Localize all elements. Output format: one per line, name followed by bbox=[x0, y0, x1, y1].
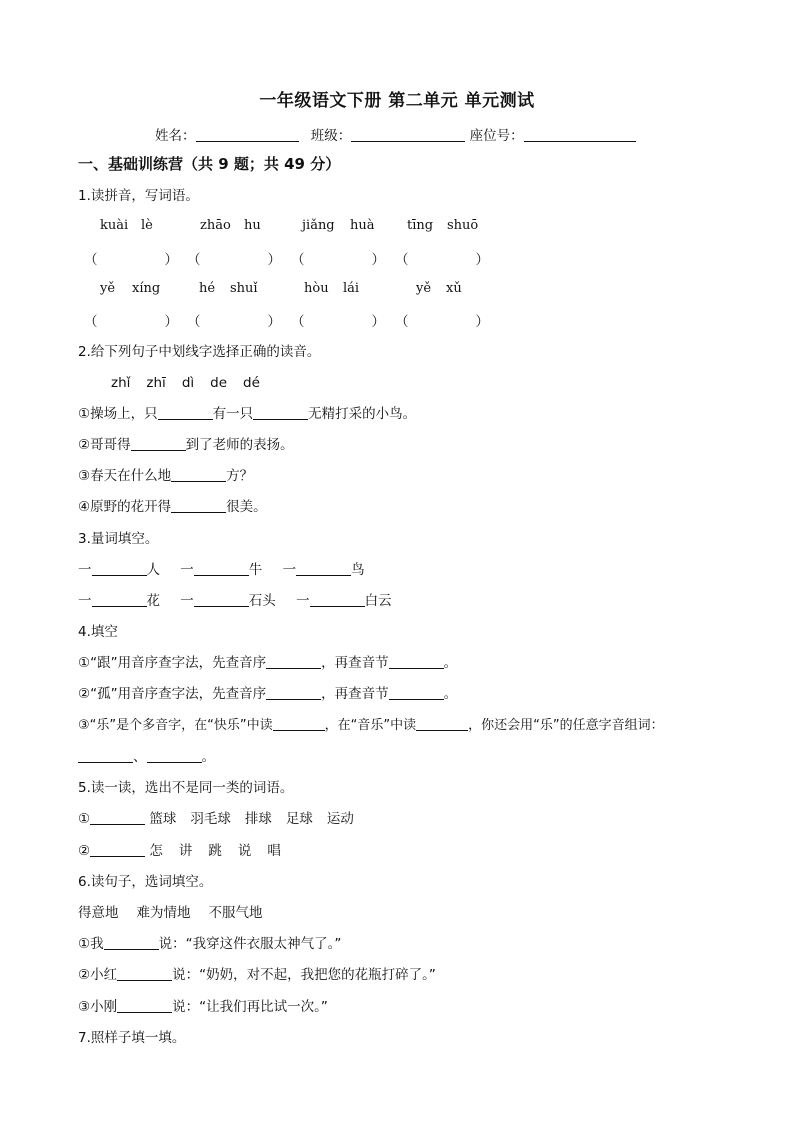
word: 跳 bbox=[208, 843, 222, 859]
fill-blank[interactable] bbox=[90, 810, 145, 825]
q3-row-2: 一 花 一 石头 一 白云 bbox=[78, 593, 392, 609]
question-2-prompt: 2.给下列句子中划线字选择正确的读音。 bbox=[78, 344, 321, 360]
name-label: 姓名： bbox=[155, 128, 196, 144]
word: 排球 bbox=[244, 811, 272, 827]
q4-sentence-1: ①“跟”用音序查字法，先查音序 ，再查音节 。 bbox=[78, 655, 458, 671]
q4-sentence-2: ②“孤”用音序查字法，先查音序 ，再查音节 。 bbox=[78, 686, 458, 702]
pinyin-options bbox=[111, 373, 276, 393]
pinyin: shuō bbox=[447, 218, 479, 233]
pinyin: zhāo bbox=[200, 218, 231, 233]
word: 篮球 bbox=[149, 811, 177, 827]
q5-row-1: ① 篮球 羽毛球 排球 足球 运动 bbox=[78, 811, 354, 827]
word: 运动 bbox=[326, 811, 354, 827]
question-7-prompt: 7.照样子填一填。 bbox=[78, 1030, 186, 1046]
student-info-line bbox=[155, 124, 636, 144]
q3-row-1: 一 人 一 牛 一 鸟 bbox=[78, 562, 365, 578]
seat-label: 座位号： bbox=[469, 128, 524, 144]
fill-blank[interactable] bbox=[104, 935, 159, 950]
fill-blank[interactable] bbox=[147, 748, 202, 763]
question-6-prompt: 6.读句子，选词填空。 bbox=[78, 874, 213, 890]
pinyin: xíng bbox=[132, 281, 161, 296]
q6-sentence-1: ①我 说：“我穿这件衣服太神气了。” bbox=[78, 936, 342, 952]
fill-blank[interactable] bbox=[90, 842, 145, 857]
pinyin: hòu bbox=[304, 281, 329, 296]
q5-row-2: ② 怎 讲 跳 说 唱 bbox=[78, 843, 281, 859]
fill-blank[interactable] bbox=[194, 561, 249, 576]
fill-blank[interactable] bbox=[171, 498, 226, 513]
fill-blank[interactable] bbox=[266, 654, 321, 669]
pinyin: tīng bbox=[407, 218, 434, 233]
class-label: 班级： bbox=[310, 128, 352, 144]
q2-sentence-4: ④原野的花开得 很美。 bbox=[78, 499, 267, 515]
fill-blank[interactable] bbox=[92, 561, 147, 576]
page-title: 一年级语文下册 第二单元 单元测试 bbox=[259, 91, 535, 111]
word: 说 bbox=[237, 843, 252, 859]
q2-sentence-2: ②哥哥得 到了老师的表扬。 bbox=[78, 437, 294, 453]
q2-sentence-1: ①操场上，只 有一只 无精打采的小鸟。 bbox=[78, 406, 417, 422]
fill-blank[interactable] bbox=[194, 592, 249, 607]
fill-blank[interactable] bbox=[266, 685, 321, 700]
pinyin: lái bbox=[343, 281, 360, 296]
class-field[interactable] bbox=[351, 127, 465, 142]
pinyin: hu bbox=[244, 218, 261, 233]
pinyin-option: zhī bbox=[146, 375, 166, 391]
word: 讲 bbox=[178, 843, 193, 859]
fill-blank[interactable] bbox=[117, 998, 172, 1013]
fill-blank[interactable] bbox=[253, 405, 308, 420]
fill-blank[interactable] bbox=[389, 654, 444, 669]
q4-sentence-3-continued: 、 。 bbox=[78, 747, 215, 767]
pinyin: lè bbox=[141, 218, 153, 233]
q6-sentence-3: ③小刚 说：“让我们再比试一次。” bbox=[78, 999, 328, 1015]
word: 羽毛球 bbox=[190, 811, 231, 827]
pinyin: yě bbox=[416, 281, 432, 296]
pinyin: shuǐ bbox=[230, 281, 258, 296]
pinyin-row-1 bbox=[0, 218, 794, 238]
fill-blank[interactable] bbox=[389, 685, 444, 700]
q6-word-bank bbox=[78, 903, 263, 923]
pinyin-option: dì bbox=[181, 375, 195, 391]
fill-blank[interactable] bbox=[117, 966, 172, 981]
pinyin: jiǎng bbox=[302, 218, 335, 233]
pinyin-row-2 bbox=[0, 281, 794, 301]
pinyin: xǔ bbox=[446, 281, 462, 296]
seat-field[interactable] bbox=[524, 127, 636, 142]
word: 不服气地 bbox=[208, 905, 263, 921]
word: 难为情地 bbox=[136, 905, 191, 921]
fill-blank[interactable] bbox=[273, 716, 325, 731]
answer-row-1: （ ） （ ） （ ） （ ） bbox=[84, 252, 489, 268]
pinyin-option: de bbox=[210, 375, 228, 391]
question-1-prompt: 1.读拼音，写词语。 bbox=[78, 188, 199, 204]
fill-blank[interactable] bbox=[78, 748, 133, 763]
fill-blank[interactable] bbox=[158, 405, 213, 420]
q6-sentence-2: ②小红 说：“奶奶，对不起，我把您的花瓶打碎了。” bbox=[78, 967, 436, 983]
pinyin: huà bbox=[350, 218, 375, 233]
fill-blank[interactable] bbox=[416, 716, 468, 731]
word: 唱 bbox=[267, 843, 281, 859]
pinyin: yě bbox=[100, 281, 116, 296]
fill-blank[interactable] bbox=[171, 467, 226, 482]
fill-blank[interactable] bbox=[131, 436, 186, 451]
question-4-prompt: 4.填空 bbox=[78, 624, 118, 640]
word: 得意地 bbox=[78, 905, 119, 921]
question-5-prompt: 5.读一读，选出不是同一类的词语。 bbox=[78, 780, 294, 796]
q2-sentence-3: ③春天在什么地 方？ bbox=[78, 468, 254, 484]
fill-blank[interactable] bbox=[310, 592, 365, 607]
fill-blank[interactable] bbox=[92, 592, 147, 607]
pinyin-option: dé bbox=[243, 375, 260, 391]
question-3-prompt: 3.量词填空。 bbox=[78, 531, 159, 547]
pinyin-option: zhǐ bbox=[111, 375, 131, 391]
word: 怎 bbox=[149, 843, 163, 859]
q4-sentence-3: ③“乐”是个多音字，在“快乐”中读 ，在“音乐”中读 ，你还会用“乐”的任意字音组词： bbox=[78, 718, 664, 733]
name-field[interactable] bbox=[196, 127, 299, 142]
section-heading: 一、基础训练营（共 9 题；共 49 分） bbox=[78, 155, 341, 173]
pinyin: kuài bbox=[100, 218, 129, 233]
fill-blank[interactable] bbox=[296, 561, 351, 576]
pinyin: hé bbox=[199, 281, 216, 296]
answer-row-2: （ ） （ ） （ ） （ ） bbox=[84, 314, 489, 330]
word: 足球 bbox=[285, 811, 313, 827]
